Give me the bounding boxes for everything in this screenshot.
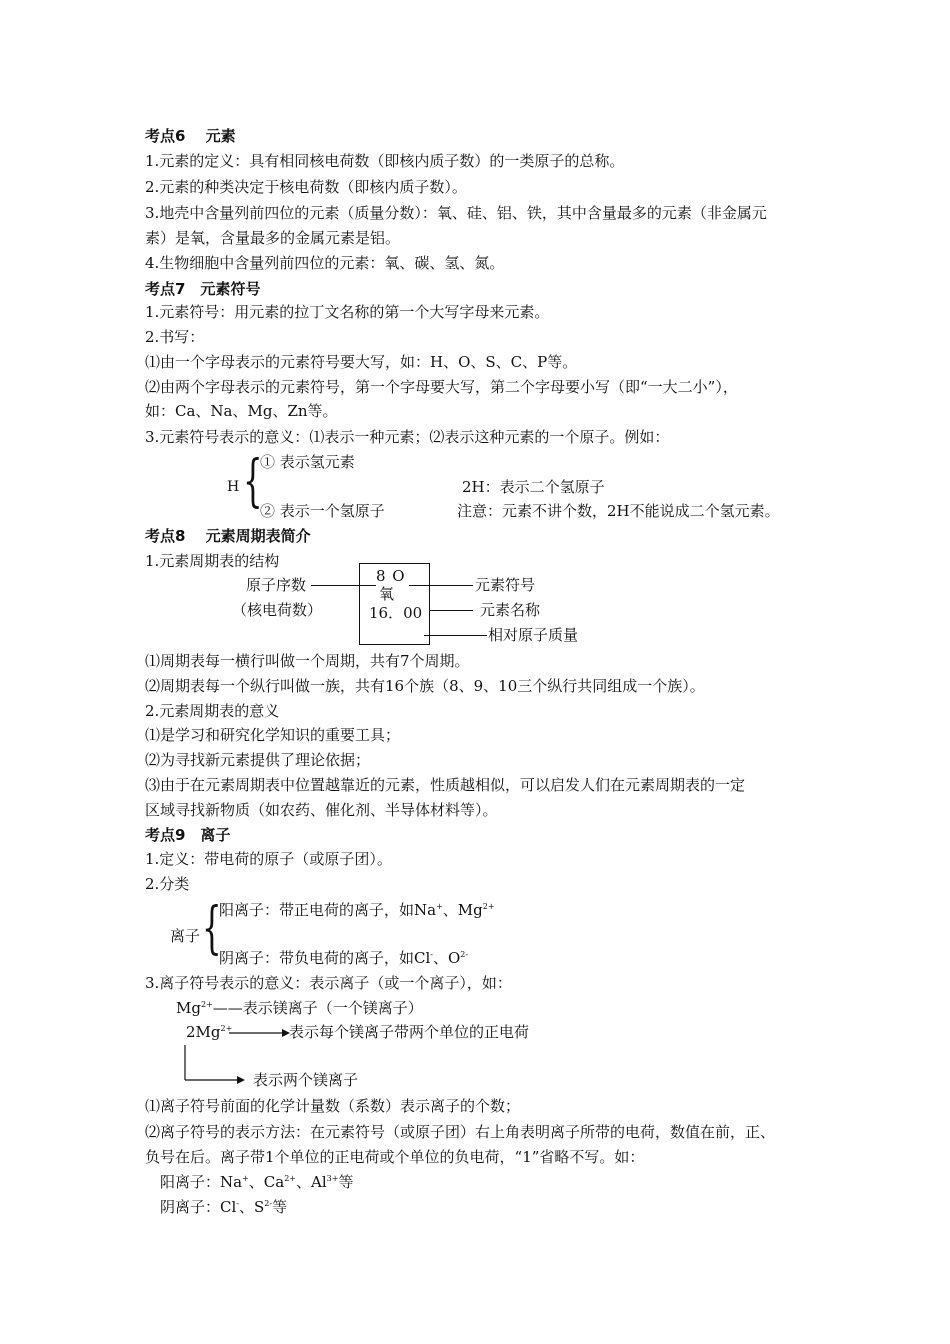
cell-number-symbol: 8 O	[376, 567, 406, 585]
s8-line-7a: ⑶由于在元素周期表中位置越靠近的元素，性质越相似，可以启发人们在元素周期表的一定	[145, 776, 746, 794]
cation-examples: 阳离子：Na+、$Ca^{2+}$、$Al^{3+}$等	[160, 1173, 354, 1191]
label-nuclear-charge: （核电荷数）	[232, 601, 323, 619]
s9-line-2: 2.分类	[145, 875, 190, 893]
h-meaning-atom: ② 表示一个氢原子	[260, 502, 385, 520]
label-atomic-number: 原子序数	[246, 576, 307, 594]
s6-line-4: 4.生物细胞中含量列前四位的元素：氧、碳、氢、氮。	[145, 254, 505, 272]
s7-line-1: 1.元素符号：用元素的拉丁文名称的第一个大写字母来元素。	[145, 303, 550, 321]
label-relative-mass: 相对原子质量	[488, 626, 579, 644]
ion-label: 离子	[170, 927, 201, 945]
s6-line-3a: 3.地壳中含量列前四位的元素（质量分数）：氧、硅、铝、铁，其中含量最多的元素（非金属元	[145, 204, 767, 222]
s8-line-2: ⑴周期表每一横行叫做一个周期，共有7个周期。	[145, 652, 470, 670]
section-8-title: 考点8 元素周期表简介	[145, 527, 311, 545]
s9-line-5b: 负号在后。离子带1个单位的正电荷或个单位的负电荷，“1”省略不写。如：	[145, 1148, 645, 1166]
label-element-name: 元素名称	[480, 601, 541, 619]
s7-line-4a: ⑵由两个字母表示的元素符号，第一个字母要大写，第二个字母要小写（即“一大二小”），	[145, 378, 738, 396]
element-note: 注意：元素不讲个数，2H不能说成二个氢元素。	[457, 502, 780, 520]
s9-line-3: 3.离子符号表示的意义：表示离子（或一个离子），如：	[145, 974, 512, 992]
ion-brace-icon: {	[202, 896, 222, 961]
arrow-count-head-icon	[237, 1076, 245, 1084]
section-7-title: 考点7 元素符号	[145, 280, 261, 298]
cell-element-name: 氧	[379, 585, 395, 603]
anion-definition: 阴离子：带负电荷的离子，如Cl-、$O^{2-}$	[219, 949, 469, 967]
s9-line-4: ⑴离子符号前面的化学计量数（系数）表示离子的个数；	[145, 1097, 521, 1115]
s8-line-4: 2.元素周期表的意义	[145, 702, 280, 720]
anion-examples: 阴离子：Cl-、$S^{2-}$等	[160, 1198, 288, 1216]
s9-line-1: 1.定义：带电荷的原子（或原子团）。	[145, 850, 392, 868]
s8-line-6: ⑵为寻找新元素提供了理论依据；	[145, 751, 371, 769]
s6-line-3b: 素）是氧，含量最多的金属元素是铝。	[145, 229, 401, 247]
two-h-meaning: 2H：表示二个氢原子	[462, 478, 605, 496]
s7-line-4b: 如：Ca、Na、Mg、Zn等。	[145, 402, 338, 420]
count-meaning: 表示两个镁离子	[253, 1071, 359, 1089]
section-9-title: 考点9 离子	[145, 826, 231, 844]
s7-line-3: ⑴由一个字母表示的元素符号要大写，如：H、O、S、C、P等。	[145, 353, 578, 371]
mass-leader	[424, 635, 487, 636]
charge-meaning: 表示每个镁离子带两个单位的正电荷	[289, 1023, 530, 1041]
h-meaning-element: ① 表示氢元素	[260, 453, 355, 471]
s7-line-5: 3.元素符号表示的意义：⑴表示一种元素；⑵表示这种元素的一个原子。例如：	[145, 428, 670, 446]
s6-line-1: 1.元素的定义：具有相同核电荷数（即核内质子数）的一类原子的总称。	[145, 152, 625, 170]
s6-line-2: 2.元素的种类决定于核电荷数（即核内质子数）。	[145, 178, 467, 196]
s8-line-3: ⑵周期表每一个纵行叫做一族，共有16个族（8、9、10三个纵行共同组成一个族）。	[145, 677, 705, 695]
label-element-symbol: 元素符号	[475, 576, 536, 594]
symbol-leader	[409, 585, 473, 586]
mg-ion-line: $Mg^{2+}——$表示镁离子（一个镁离子）	[176, 999, 423, 1017]
two-mg-ion: $2Mg^{2+}$	[186, 1023, 233, 1041]
s7-line-2: 2.书写：	[145, 328, 205, 346]
name-leader	[430, 610, 473, 611]
s8-line-5: ⑴是学习和研究化学知识的重要工具；	[145, 726, 401, 744]
cation-definition: 阳离子：带正电荷的离子，如Na+、$Mg^{2+}$	[219, 901, 495, 919]
s8-line-1: 1.元素周期表的结构	[145, 552, 280, 570]
h-brace-icon: {	[243, 449, 263, 514]
s8-line-7b: 区域寻找新物质（如农药、催化剂、半导体材料等）。	[145, 801, 498, 819]
s9-line-5a: ⑵离子符号的表示方法：在元素符号（或原子团）右上角表明离子所带的电荷，数值在前，正、	[145, 1123, 776, 1141]
section-6-title: 考点6 元素	[145, 127, 236, 145]
atomic-number-leader	[311, 585, 376, 586]
cell-atomic-mass: 16．00	[369, 604, 423, 622]
h-symbol: H	[227, 479, 240, 495]
